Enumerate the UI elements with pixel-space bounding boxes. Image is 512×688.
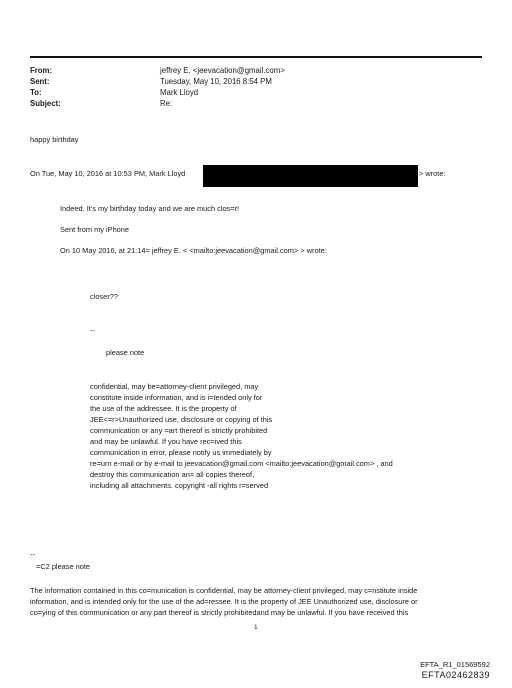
separator-dashes: -- [90, 326, 95, 335]
signature: Sent from my iPhone [60, 225, 130, 234]
redaction-box [203, 165, 418, 187]
disclaimer-line: including all attachments. copyright -all rights r=served [90, 481, 269, 490]
page-number: 1 [254, 624, 258, 631]
sent-value: Tuesday, May 10, 2016 8:54 PM [160, 77, 272, 86]
bates-number-2: EFTA02462839 [421, 670, 490, 680]
header-rule [30, 56, 482, 58]
to-label: To: [30, 88, 42, 97]
sent-label: Sent: [30, 77, 50, 86]
disclaimer-line: destroy this communication an= all copies thereof, [90, 470, 255, 479]
disclaimer-line: communication or any =art thereof is strictly prohibited [90, 426, 268, 435]
disclaimer-line: constitute inside information, and is i=tended only for [90, 393, 263, 402]
greeting: happy birthday [30, 135, 79, 144]
disclaimer-line: the use of the addressee. It is the property of [90, 404, 237, 413]
bates-number-1: EFTA_R1_01569592 [420, 660, 490, 669]
from-label: From: [30, 66, 53, 75]
footer-disclaimer-line: co=ying of this communication or any part thereof is strictly prohibitedand may be unlawful. If you have received this [30, 608, 409, 617]
to-value: Mark Lloyd [160, 88, 199, 97]
quote-line-end: > wrote: [419, 169, 446, 178]
c2-please-note: =C2 please note [36, 562, 91, 571]
footer-disclaimer-line: The information contained in this co=munication is confidential, may be attorney-client privileged, may c=nstitute inside [30, 586, 418, 595]
disclaimer-line: re=urn e-mail or by e-mail to jeevacation@gmail.com <mailto:jeevacation@gmail.com> , and [90, 459, 393, 468]
subject-value: Re: [160, 99, 173, 108]
closer-text: closer?? [90, 292, 118, 301]
separator-dashes-2: -- [30, 550, 35, 559]
reply-text: Indeed. It's my birthday today and we are much clos=r! [60, 204, 240, 213]
disclaimer-line: confidential, may be=attorney-client privileged, may [90, 382, 259, 391]
quote-line-2: On 10 May 2016, at 21:14= jeffrey E. < <mailto:jeevacation@gmail.com> > wrote: [60, 246, 327, 255]
from-value: jeffrey E. <jeevacation@gmail.com> [160, 66, 285, 75]
disclaimer-line: and may be unlawful. If you have rec=ived this [90, 437, 242, 446]
quote-line-start: On Tue, May 10, 2016 at 10:53 PM, Mark Lloyd [30, 169, 186, 178]
disclaimer-line: communication in error, please notify us immediately by [90, 448, 272, 457]
disclaimer-line: JEE<=r>Unauthorized use, disclosure or copying of this [90, 415, 273, 424]
please-note: please note [106, 348, 145, 357]
footer-disclaimer-line: information, and is intended only for the use of the ad=ressee. It is the property of JEE Unauthorized use, disclosure or [30, 597, 418, 606]
subject-label: Subject: [30, 99, 61, 108]
